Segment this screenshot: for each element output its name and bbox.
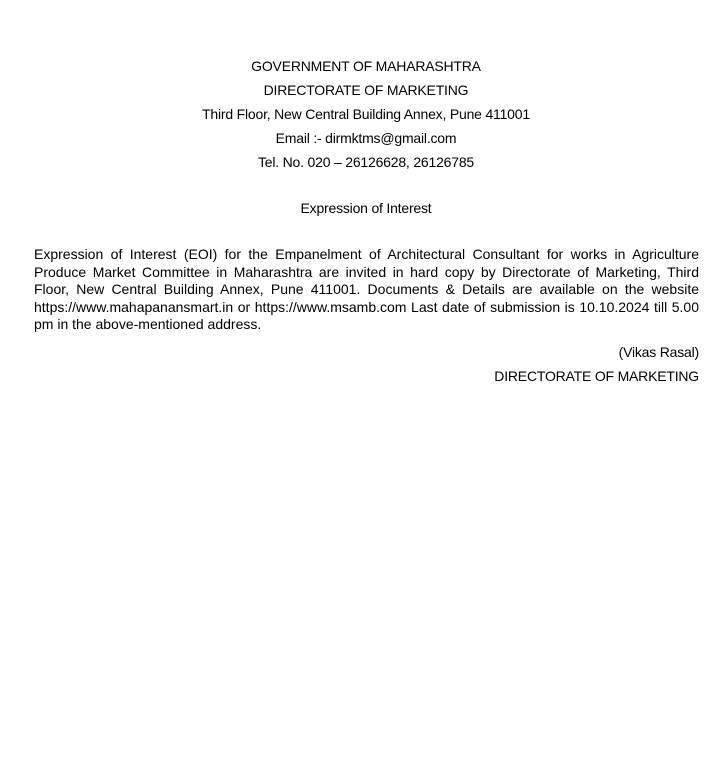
signature-block — [494, 340, 699, 388]
signatory-name: (Vikas Rasal) — [618, 344, 699, 360]
header-government: GOVERNMENT OF MAHARASHTRA — [251, 58, 481, 74]
document-subject: Expression of Interest — [300, 200, 432, 216]
signatory-office: DIRECTORATE OF MARKETING — [494, 368, 699, 384]
header-email: Email :- dirmktms@gmail.com — [275, 130, 457, 146]
notice-body: Expression of Interest (EOI) for the Empanelment of Architectural Consultant for works in Agriculture Produce Market Committee in Maharashtra are invited in hard copy by Directorate of Marketing, Third Floor, New Central Building Annex, Pune 411001. Documents & Details are available on the website https://www.mahapanansmart.in or https://www.msamb.com Last date of submission is 10.10.2024 till 5.00 pm in the above-mentioned address. — [34, 246, 699, 333]
header-telephone: Tel. No. 020 – 26126628, 26126785 — [257, 154, 475, 170]
header-address: Third Floor, New Central Building Annex, Pune 411001 — [202, 106, 530, 122]
header-directorate: DIRECTORATE OF MARKETING — [263, 82, 469, 98]
letterhead — [0, 54, 714, 174]
